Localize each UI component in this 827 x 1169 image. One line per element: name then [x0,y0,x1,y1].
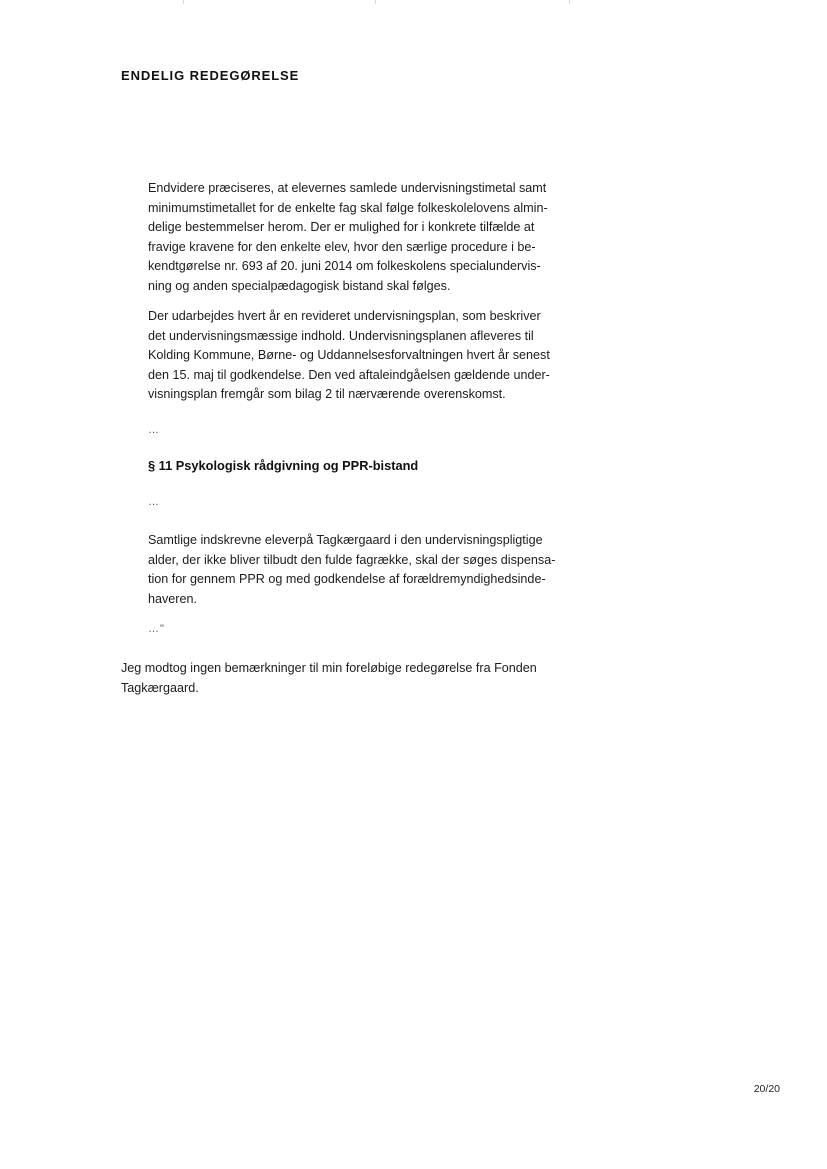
text-line: visningsplan fremgår som bilag 2 til nærværende overenskomst. [148,387,506,402]
text-line: delige bestemmelser herom. Der er mulighed for i konkrete tilfælde at [148,220,535,235]
text-line: tion for gennem PPR og med godkendelse af forældremyndighedsinde- [148,572,546,587]
ellipsis-marker: … [148,424,160,436]
text-line: alder, der ikke bliver tilbudt den fulde fagrække, skal der søges dispensa- [148,552,556,567]
text-line: Endvidere præciseres, at elevernes samlede undervisningstimetal samt [148,181,547,195]
scan-mark [183,0,184,4]
text-line: Tagkærgaard. [121,680,199,695]
text-line: minimumstimetallet for de enkelte fag skal følge folkeskolelovens almin- [148,200,548,215]
scan-mark [569,0,570,4]
paragraph-dispensation [148,531,588,609]
text-line: Jeg modtog ingen bemærkninger til min foreløbige redegørelse fra Fonden [121,661,537,675]
text-line: Der udarbejdes hvert år en revideret undervisningsplan, som beskriver [148,309,541,323]
paragraph-closing [121,659,601,698]
page-header-title: ENDELIG REDEGØRELSE [121,68,300,83]
text-line: kendtgørelse nr. 693 af 20. juni 2014 om folkeskolens specialundervis- [148,259,541,274]
text-line: fravige kravene for den enkelte elev, hvor den særlige procedure i be- [148,239,536,254]
text-line: Samtlige indskrevne eleverpå Tagkærgaard i den undervisningspligtige [148,533,543,547]
text-line: det undervisningsmæssige indhold. Undervisningsplanen afleveres til [148,328,534,343]
text-line: ning og anden specialpædagogisk bistand skal følges. [148,278,451,293]
scan-mark [375,0,376,4]
page-number: 20/20 [753,1083,780,1095]
section-heading: § 11 Psykologisk rådgivning og PPR-bistand [148,458,419,473]
paragraph-teaching-plan [148,307,588,405]
ellipsis-marker: … [148,496,160,508]
paragraph-precision [148,179,588,297]
text-line: den 15. maj til godkendelse. Den ved aftaleindgåelsen gældende under- [148,367,550,382]
ellipsis-quote-marker: …" [148,623,165,635]
text-line: haveren. [148,591,198,606]
text-line: Kolding Kommune, Børne- og Uddannelsesforvaltningen hvert år senest [148,348,550,363]
